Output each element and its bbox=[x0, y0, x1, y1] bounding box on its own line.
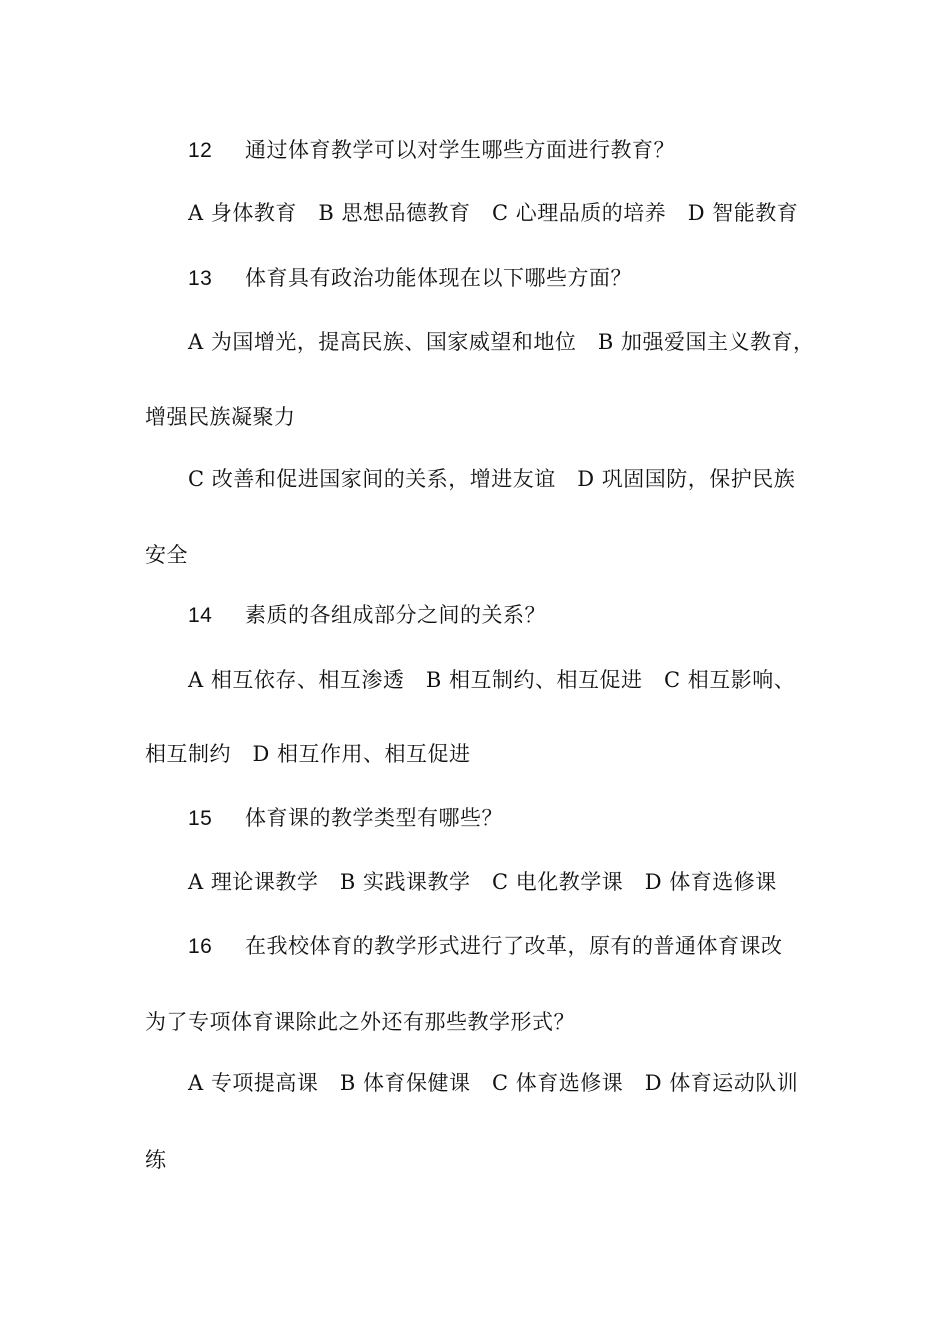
question-text: 体育课的教学类型有哪些？ bbox=[245, 806, 503, 830]
question-16-options-line: 练 bbox=[145, 1148, 167, 1172]
question-text: 通过体育教学可以对学生哪些方面进行教育？ bbox=[245, 138, 675, 162]
question-text-line: 在我校体育的教学形式进行了改革，原有的普通体育课改 bbox=[245, 934, 783, 958]
question-15-options: A 理论课教学 B 实践课教学 C 电化教学课 D 体育选修课 bbox=[188, 870, 777, 894]
question-number: 12 bbox=[188, 139, 213, 162]
question-13 bbox=[188, 264, 632, 293]
question-13-options-line: A 为国增光，提高民族、国家威望和地位 B 加强爱国主义教育， bbox=[188, 330, 815, 354]
question-14-options-line: A 相互依存、相互渗透 B 相互制约、相互促进 C 相互影响、 bbox=[188, 668, 796, 692]
question-13-options-line: C 改善和促进国家间的关系，增进友谊 D 巩固国防，保护民族 bbox=[188, 467, 796, 491]
question-14 bbox=[188, 601, 546, 630]
question-16-text-line: 为了专项体育课除此之外还有那些教学形式？ bbox=[145, 1010, 575, 1034]
question-15 bbox=[188, 804, 503, 833]
question-text: 素质的各组成部分之间的关系？ bbox=[245, 603, 546, 627]
question-13-options-line: 安全 bbox=[145, 543, 188, 567]
question-13-options-line: 增强民族凝聚力 bbox=[145, 405, 296, 429]
question-number: 15 bbox=[188, 807, 213, 830]
question-14-options-line: 相互制约 D 相互作用、相互促进 bbox=[145, 742, 471, 766]
question-number: 16 bbox=[188, 935, 213, 958]
question-12-options: A 身体教育 B 思想品德教育 C 心理品质的培养 D 智能教育 bbox=[188, 201, 799, 225]
question-text: 体育具有政治功能体现在以下哪些方面？ bbox=[245, 266, 632, 290]
question-number: 13 bbox=[188, 267, 213, 290]
question-number: 14 bbox=[188, 604, 213, 627]
question-16 bbox=[188, 932, 783, 961]
question-12 bbox=[188, 136, 675, 165]
question-16-options-line: A 专项提高课 B 体育保健课 C 体育选修课 D 体育运动队训 bbox=[188, 1071, 799, 1095]
